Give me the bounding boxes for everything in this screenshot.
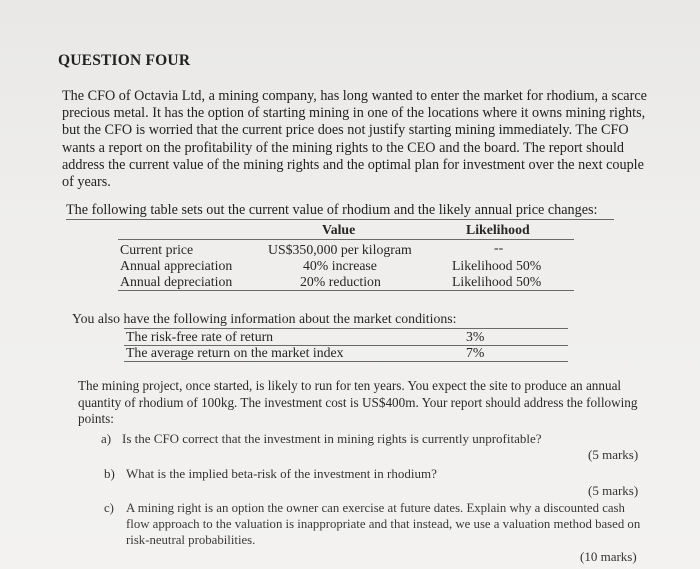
market-intro-text: You also have the following information about the market conditions:: [72, 311, 457, 326]
row-label: Current price: [120, 242, 194, 257]
row-likelihood: --: [494, 240, 504, 255]
market-row-label: The risk-free rate of return: [126, 329, 274, 344]
question-c-text: A mining right is an option the owner can exercise at future dates. Explain why a discounted cash flow approach to the valuation is inappropriate and that instead, we use a valuation method based on risk-neutral probabilities.: [126, 501, 641, 548]
question-a-marks: (5 marks): [588, 447, 639, 462]
question-a-text: Is the CFO correct that the investment in mining rights is currently unprofitable?: [122, 431, 542, 446]
question-b-marks: (5 marks): [588, 483, 639, 498]
table-intro-text: The following table sets out the current value of rhodium and the likely annual price changes:: [66, 202, 598, 218]
question-b-text: What is the implied beta-risk of the investment in rhodium?: [126, 466, 437, 481]
table-header-rule: [118, 239, 574, 240]
row-value: US$350,000 per kilogram: [268, 242, 412, 257]
project-paragraph: The mining project, once started, is likely to run for ten years. You expect the site to produce an annual quantity of rhodium of 100kg. The investment cost is US$400m. Your report should address the following points:: [78, 378, 638, 426]
question-c-label: c): [104, 501, 114, 515]
row-value: 20% reduction: [300, 274, 381, 289]
market-row-value: 7%: [466, 345, 485, 360]
question-title: QUESTION FOUR: [58, 52, 191, 69]
market-row-value: 3%: [466, 329, 485, 344]
market-bottom-rule: [124, 361, 568, 362]
row-label: Annual depreciation: [120, 274, 233, 289]
question-c-marks: (10 marks): [580, 549, 637, 564]
question-a-label: a): [101, 431, 112, 446]
intro-paragraph: The CFO of Octavia Ltd, a mining company, has long wanted to enter the market for rhodium, a scarce precious metal. It has the option of starting mining in one of the locations where it owns mining rights, but the CFO is worried that the current price does not justify starting mining immediately. The CFO wants a report on the profitability of the mining rights to the CEO and the board. The report should address the current value of the mining rights and the optimal plan for investment over the next couple of years.: [62, 88, 647, 191]
row-likelihood: Likelihood 50%: [452, 258, 542, 273]
row-label: Annual appreciation: [120, 258, 233, 273]
row-likelihood: Likelihood 50%: [452, 274, 542, 289]
question-b-label: b): [104, 466, 115, 481]
likelihood-column-header: Likelihood: [466, 222, 530, 237]
value-column-header: Value: [322, 222, 356, 237]
row-value: 40% increase: [303, 258, 377, 273]
table-intro-underline: [66, 219, 614, 220]
table-bottom-rule: [118, 290, 574, 291]
market-row-label: The average return on the market index: [126, 345, 344, 360]
